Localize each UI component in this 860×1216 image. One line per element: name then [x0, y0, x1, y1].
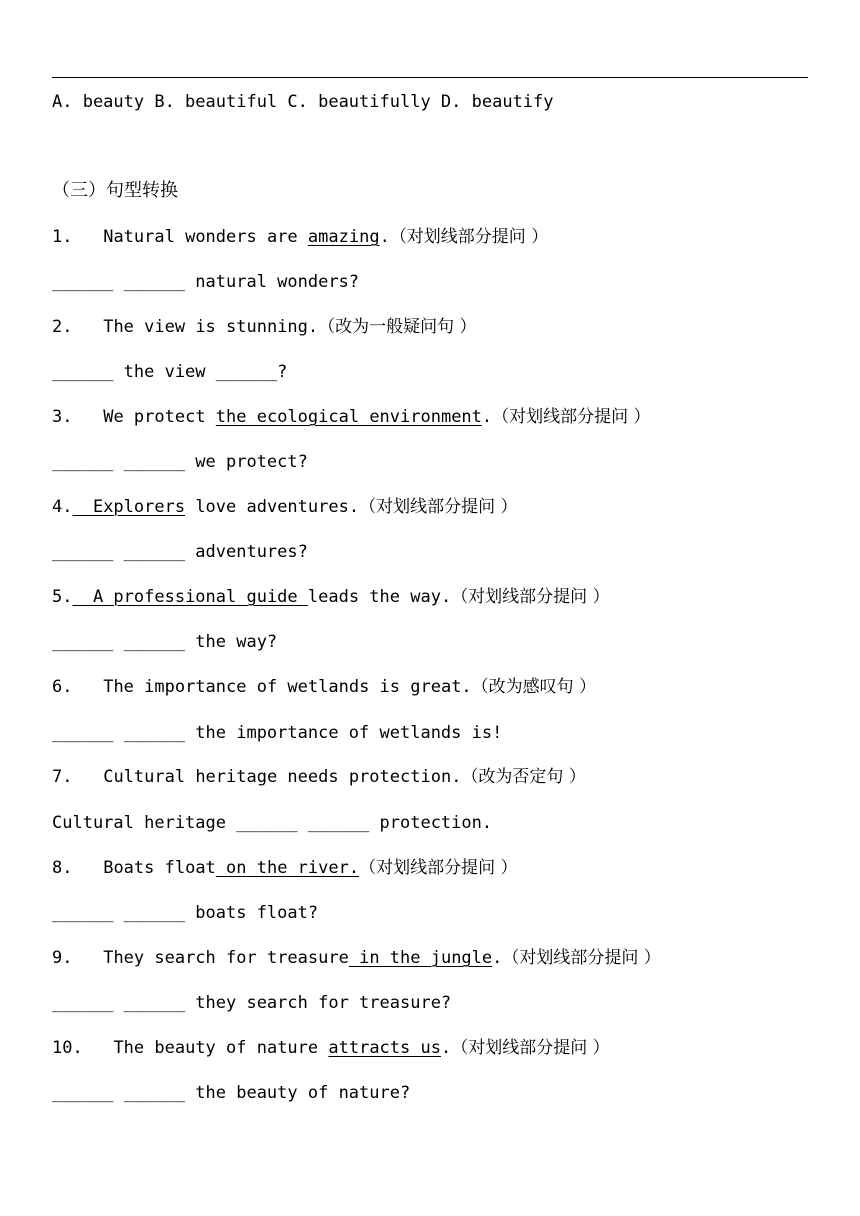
question-4 — [52, 496, 517, 518]
question-number: 6. — [52, 677, 73, 697]
sentence-text: We protect — [103, 407, 216, 427]
instruction: （对划线部分提问 ） — [451, 587, 610, 607]
question-6 — [52, 676, 596, 698]
question-9 — [52, 947, 661, 969]
instruction: （对划线部分提问 ） — [451, 1038, 610, 1058]
sentence-text: Boats float — [103, 858, 216, 878]
top-divider-line — [52, 77, 808, 78]
sentence-text: . — [379, 227, 390, 247]
question-number: 3. — [52, 407, 73, 427]
question-number: 4. — [52, 497, 73, 517]
question-10 — [52, 1037, 610, 1059]
question-number: 5. — [52, 587, 73, 607]
sentence-text: . — [492, 948, 503, 968]
question-2 — [52, 316, 477, 338]
underlined-part: the ecological environment — [215, 407, 482, 427]
underlined-part: on the river. — [215, 858, 360, 878]
answer-line-5: ______ ______ the way? — [52, 632, 278, 652]
instruction: （对划线部分提问 ） — [492, 407, 651, 427]
sentence-text: . — [481, 407, 493, 427]
instruction: （对划线部分提问 ） — [359, 497, 518, 517]
answer-line-3: ______ ______ we protect? — [52, 452, 308, 472]
sentence-text: . — [440, 1038, 452, 1058]
answer-line-4: ______ ______ adventures? — [52, 542, 308, 562]
answer-line-9: ______ ______ they search for treasure? — [52, 993, 452, 1013]
instruction: （对划线部分提问 ） — [359, 858, 518, 878]
sentence-text: leads the way. — [307, 587, 452, 607]
underlined-part: A professional guide — [72, 587, 308, 607]
multiple-choice-options: A. beauty B. beautiful C. beautifully D. beautify — [52, 92, 554, 112]
question-5 — [52, 586, 610, 608]
question-8 — [52, 857, 518, 879]
answer-line-8: ______ ______ boats float? — [52, 903, 319, 923]
question-number: 9. — [52, 948, 73, 968]
question-number: 8. — [52, 858, 73, 878]
question-number: 7. — [52, 767, 73, 787]
answer-line-6: ______ ______ the importance of wetlands is! — [52, 723, 503, 743]
instruction: （改为否定句 ） — [461, 767, 586, 787]
underlined-part: attracts us — [328, 1038, 441, 1058]
instruction: （改为感叹句 ） — [471, 677, 597, 697]
question-number: 1. — [52, 227, 73, 247]
question-number: 2. — [52, 317, 73, 337]
question-1 — [52, 226, 548, 248]
sentence-text: The importance of wetlands is great. — [103, 677, 472, 697]
underlined-part: amazing — [307, 227, 380, 247]
question-7 — [52, 766, 586, 788]
question-3 — [52, 406, 651, 428]
sentence-text: Cultural heritage needs protection. — [103, 767, 462, 787]
answer-line-2: ______ the view ______? — [52, 362, 288, 382]
underlined-part: Explorers — [72, 497, 186, 517]
sentence-text: Natural wonders are — [103, 227, 308, 247]
underlined-part: in the jungle — [348, 948, 493, 968]
instruction: （对划线部分提问 ） — [502, 948, 661, 968]
instruction: （改为一般疑问句 ） — [318, 317, 477, 337]
sentence-text: love adventures. — [185, 497, 360, 517]
sentence-text: The view is stunning. — [103, 317, 319, 337]
question-number: 10. — [52, 1038, 83, 1058]
sentence-text: They search for treasure — [103, 948, 349, 968]
sentence-text: The beauty of nature — [113, 1038, 329, 1058]
answer-line-1: ______ ______ natural wonders? — [52, 272, 360, 292]
instruction: （对划线部分提问 ） — [389, 227, 549, 247]
answer-line-10: ______ ______ the beauty of nature? — [52, 1083, 411, 1103]
section-heading: （三）句型转换 — [52, 180, 178, 201]
answer-line-7: Cultural heritage ______ ______ protection. — [52, 813, 493, 833]
